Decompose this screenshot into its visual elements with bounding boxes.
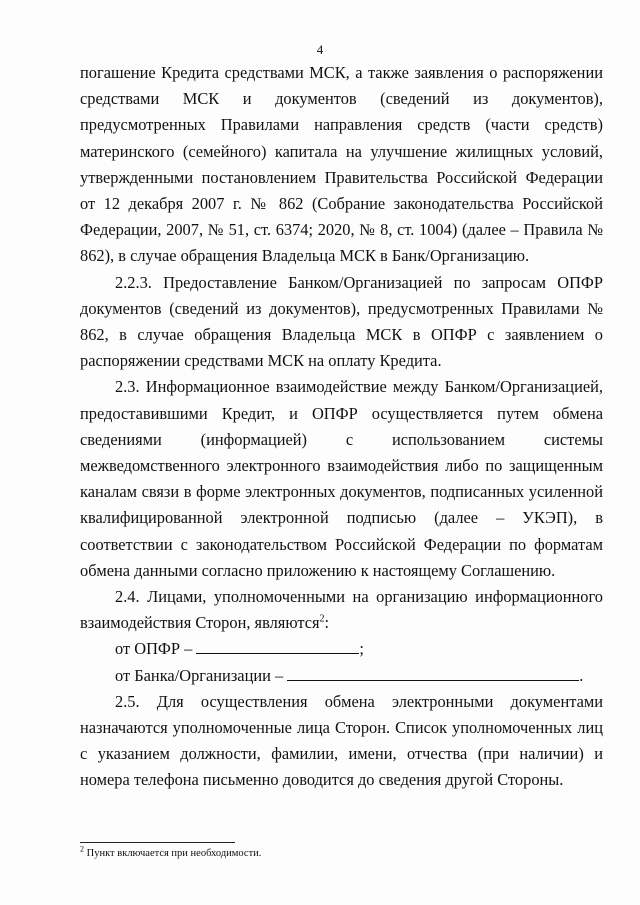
opfr-field-suffix: ; xyxy=(359,639,364,659)
paragraph-2-2-3: 2.2.3. Предоставление Банком/Организацией по запросам ОПФР документов (сведений из документов), предусмотренных Правилами № 862, в случае обращения Владельца МСК в ОПФР с заявлением о распоряжении средствами МСК на оплату Кредита. xyxy=(80,272,603,371)
paragraph-2-4-text: 2.4. Лицами, уполномоченными на организацию информационного взаимодействия Сторон, являются xyxy=(80,587,603,633)
bank-field-suffix: . xyxy=(579,665,584,685)
bank-blank-field[interactable] xyxy=(287,666,579,681)
paragraph-2-3: 2.3. Информационное взаимодействие между Банком/Организацией, предоставившими Кредит, и ОПФР осуществляется путем обмена сведениями (информацией) с использованием системы межведомственного электронного взаимодействия либо по защищенным каналам связи в форме электронных документов, подписанных усиленной квалифицированной электронной подписью (далее – УКЭП), в соответствии с законодательством Российской Федерации по форматам обмена данными согласно приложению к настоящему Соглашению. xyxy=(80,377,603,580)
footnote-reference: 2 xyxy=(319,613,325,625)
paragraph-2-4 xyxy=(80,584,603,636)
paragraph-2-5: 2.5. Для осуществления обмена электронными документами назначаются уполномоченные лица Сторон. Список уполномоченных лиц с указанием должности, фамилии, имени, отчества (при наличии) и номера телефона письменно доводится до сведения другой Стороны. xyxy=(80,691,603,790)
opfr-blank-field[interactable] xyxy=(196,639,359,654)
footnote-separator xyxy=(80,842,235,843)
footnote xyxy=(80,844,262,861)
document-body xyxy=(80,60,603,794)
bank-representative-line xyxy=(80,663,603,689)
paragraph-2-2-2-continuation: погашение Кредита средствами МСК, а также заявления о распоряжении средствами МСК и документов (сведений из документов), предусмотренных Правилами направления средств (части средств) материнского (семейного) капитала на улучшение жилищных условий, утвержденными постановлением Правительства Российской Федерации от 12 декабря 2007 г. № 862 (Собрание законодательства Российской Федерации, 2007, № 51, ст. 6374; 2020, № 8, ст. 1004) (далее – Правила № 862), в случае обращения Владельца МСК в Банк/Организацию. xyxy=(80,63,603,266)
opfr-field-label: от ОПФР – xyxy=(115,639,193,659)
paragraph-2-4-suffix: : xyxy=(324,613,330,633)
opfr-representative-line xyxy=(80,636,603,662)
footnote-marker: 2 xyxy=(80,844,84,854)
footnote-text: Пункт включается при необходимости. xyxy=(86,848,262,859)
page-number: 4 xyxy=(316,42,324,57)
bank-field-label: от Банка/Организации – xyxy=(115,665,284,685)
